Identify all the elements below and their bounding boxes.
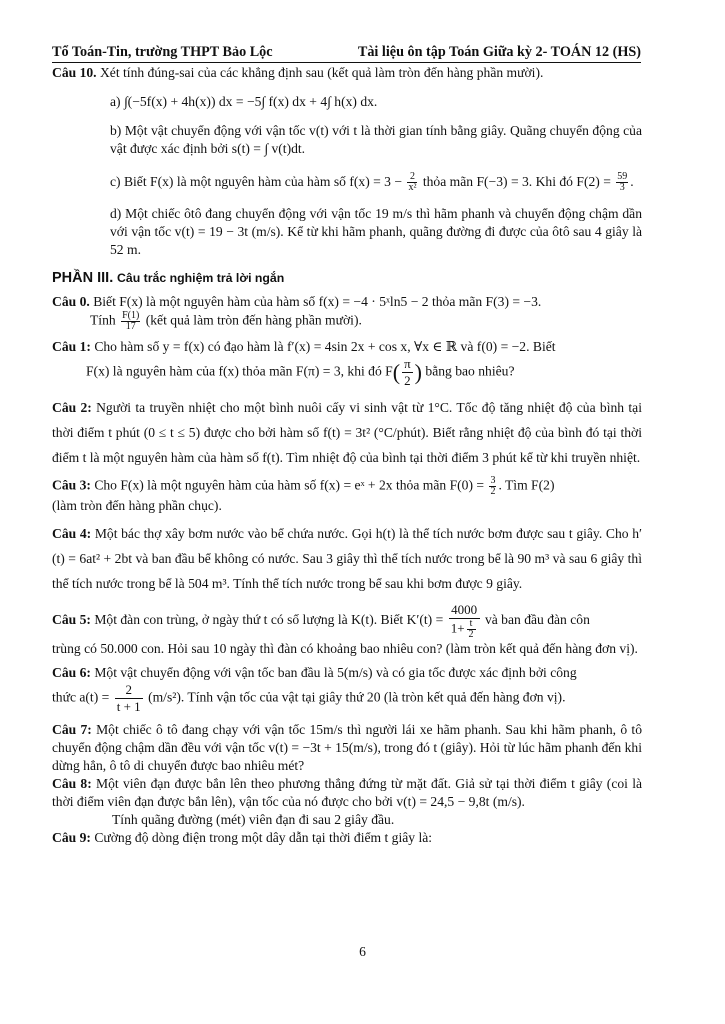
question-7 [52, 721, 642, 775]
question-text: Một đàn con trùng, ở ngày thứ t có số lượng là K(t). Biết K′(t) = [94, 612, 444, 628]
statement-c: c) Biết F(x) là một nguyên hàm của hàm số f(x) = 3 − $\frac{2}{\text{x²}}$ thỏa mãn F(−3) = 3. Khi đó F(2) = $\frac{59}{3}$ . [110, 171, 634, 194]
question-label: Câu 4: [52, 526, 92, 541]
frac-num: 4000 [449, 602, 480, 619]
question-5-cont: trùng có 50.000 con. Hỏi sau 10 ngày thì đàn có khoảng bao nhiêu con? (làm tròn kết quả đến hàng đơn vị). [52, 641, 638, 656]
frac-num: 3 [490, 475, 496, 486]
question-8 [52, 775, 642, 811]
question-text: Một bác thợ xây bơm nước vào bể chứa nước. Gọi h(t) là thể tích nước bơm được sau t giây. Cho h′(t) = 6at² + 2bt và ban đầu bể không có nước. Sau 3 giây thì thể tích nước trong bể là 90 m³ và sau 6 giây thì thể tích nước trong bể là 504 m³. Tính thể tích nước trong bể sau khi bơm được 9 giây. [52, 526, 642, 591]
fraction-2-over-t-plus-1 [115, 682, 143, 715]
question-label: Câu 2: [52, 400, 92, 415]
question-8-task: Tính quãng đường (mét) viên đạn đi sau 2 giây đầu. [112, 812, 395, 827]
frac-den: t + 1 [116, 699, 141, 714]
statement-c-part2: thỏa mãn F(−3) = 3. Khi đó F(2) = [422, 174, 611, 189]
question-label: Câu 8: [52, 776, 92, 791]
frac-num: 2 [115, 682, 143, 699]
statement-d: d) Một chiếc ôtô đang chuyển động với vận tốc 19 m/s thì hãm phanh và chuyển động chậm dần với vận tốc v(t) = 19 − 3t (m/s). Kể từ khi hãm phanh, quãng đường đi được của ôtô sau 4 giây là 52 m. [110, 206, 642, 257]
section-title: Câu trắc nghiệm trả lời ngắn [117, 271, 285, 285]
question-text-end: và ban đầu đàn côn [484, 612, 590, 628]
fraction-pi-over-2 [402, 356, 413, 389]
question-text: Cho hàm số y = f(x) có đạo hàm là f′(x) = 4sin 2x + cos x, ∀x ∈ ℝ và f(0) = −2. Biết [94, 339, 556, 354]
question-6-line2 [52, 682, 642, 715]
statement-c-part1: c) Biết F(x) là một nguyên hàm của hàm số f(x) = 3 − [110, 174, 403, 189]
question-3 [52, 476, 642, 497]
fraction-t-over-2 [467, 619, 476, 640]
den-one-plus: 1+ [450, 620, 465, 636]
question-label: Câu 1: [52, 339, 91, 354]
question-text-end: (m/s²). Tính vận tốc của vật tại giây thứ 20 (là tròn kết quả đến hàng đơn vị). [148, 689, 566, 705]
page-content [52, 64, 642, 847]
question-text: Một viên đạn được bắn lên theo phương thẳng đứng từ mặt đất. Giả sử tại thời điểm t giây (coi là thời điểm viên đạn được bắn lên), vận tốc của nó được cho bởi v(t) = 24,5 − 9,8t (m/s). [52, 776, 643, 809]
statement-a: a) ∫(−5f(x) + 4h(x)) dx = −5∫ f(x) dx + 4∫ h(x) dx. [110, 94, 378, 109]
page-number: 6 [359, 944, 366, 959]
question-label: Câu 6: [52, 665, 91, 680]
question-text: Một chiếc ô tô đang chạy với vận tốc 15m/s thì người lái xe hãm phanh. Sau khi hãm phanh, ô tô chuyển động chậm dần đều với vận tốc v(t) = −3t + 15(m/s), trong đó t (giây). Hỏi từ lúc hãm phanh đến khi dừng hẳn, ô tô di chuyển được bao nhiêu mét? [52, 722, 643, 773]
frac-den: 3 [619, 182, 625, 194]
frac-den: x² [408, 182, 417, 194]
question-text: Một vật chuyển động với vận tốc ban đầu là 5(m/s) và có gia tốc được xác định bởi công [94, 665, 577, 680]
question-text-end: bằng bao nhiêu? [425, 363, 515, 379]
frac-den [449, 619, 480, 640]
fraction-F1-over-17 [121, 311, 140, 332]
question-1 [52, 338, 642, 356]
question-label: Câu 3: [52, 477, 91, 493]
question-text-cont: thức a(t) = [52, 689, 110, 705]
frac-den: 2 [490, 486, 496, 497]
frac-den: 17 [125, 321, 136, 332]
question-2 [52, 395, 642, 470]
frac-num: 59 [617, 171, 628, 183]
frac-num: F(1) [122, 310, 140, 321]
question-0 [52, 293, 642, 311]
frac-den: 2 [404, 373, 411, 388]
frac-num: 2 [407, 172, 417, 183]
frac-num: π [404, 356, 411, 371]
task-note: (kết quả làm tròn đến hàng phần mười). [145, 312, 362, 328]
question-text: Cường độ dòng điện trong một dây dẫn tại thời điểm t giây là: [94, 830, 433, 845]
fraction-4000 [449, 602, 480, 640]
question-6 [52, 664, 642, 682]
question-0-task [52, 311, 642, 332]
question-9 [52, 829, 642, 847]
question-3-note: (làm tròn đến hàng phần chục). [52, 498, 222, 513]
fraction-3-over-2 [489, 476, 496, 497]
section-heading [52, 269, 642, 287]
header-school: Tổ Toán-Tin, trường THPT Bảo Lộc [52, 44, 273, 60]
question-text: Cho F(x) là một nguyên hàm của hàm số f(x) = eˣ + 2x thỏa mãn F(0) = [94, 477, 485, 493]
fraction-2-over-x2 [407, 172, 417, 193]
frac-num: t [467, 619, 476, 630]
frac-den: 2 [468, 629, 474, 640]
question-label: Câu 0. [52, 294, 90, 309]
question-text: Biết F(x) là một nguyên hàm của hàm số f(x) = −4 · 5ˣln5 − 2 thỏa mãn F(3) = −3. [93, 294, 542, 309]
question-label: Câu 10. [52, 65, 97, 80]
statement-b: b) Một vật chuyển động với vận tốc v(t) với t là thời gian tính bằng giây. Quãng chuyển động của vật được xác định bởi s(t) = ∫ v(t)dt. [110, 123, 642, 156]
question-10 [52, 64, 642, 82]
header-doc-title: Tài liệu ôn tập Toán Giữa kỳ 2- TOÁN 12 (HS) [357, 44, 641, 60]
section-label: PHẦN III. [52, 270, 114, 286]
question-label: Câu 7: [52, 722, 92, 737]
question-label: Câu 9: [52, 830, 91, 845]
task-word: Tính [90, 312, 116, 328]
paren-close: ) [414, 359, 422, 385]
question-5 [52, 602, 642, 640]
question-text: Người ta truyền nhiệt cho một bình nuôi cấy vi sinh vật từ 1°C. Tốc độ tăng nhiệt độ của bình tại thời điểm t phút (0 ≤ t ≤ 5) được cho bởi hàm số f(t) = 3t² (°C/phút). Biết rằng nhiệt độ của bình đó tại thời điểm t là một nguyên hàm của hàm số f(t). Tìm nhiệt độ của bình tại thời điểm 3 phút kể từ khi truyền nhiệt. [52, 400, 642, 465]
question-label: Câu 5: [52, 612, 91, 628]
fraction-59-over-3 [616, 172, 628, 193]
question-text-cont: F(x) là nguyên hàm của f(x) thỏa mãn F(π) = 3, khi đó F [86, 363, 393, 379]
question-text-end: . Tìm F(2) [498, 477, 555, 493]
question-1-line2 [52, 356, 642, 389]
paren-open: ( [392, 359, 401, 385]
question-text: Xét tính đúng-sai của các khẳng định sau (kết quả làm tròn đến hàng phần mười). [99, 65, 544, 80]
question-4 [52, 521, 642, 596]
page-header [52, 42, 641, 63]
